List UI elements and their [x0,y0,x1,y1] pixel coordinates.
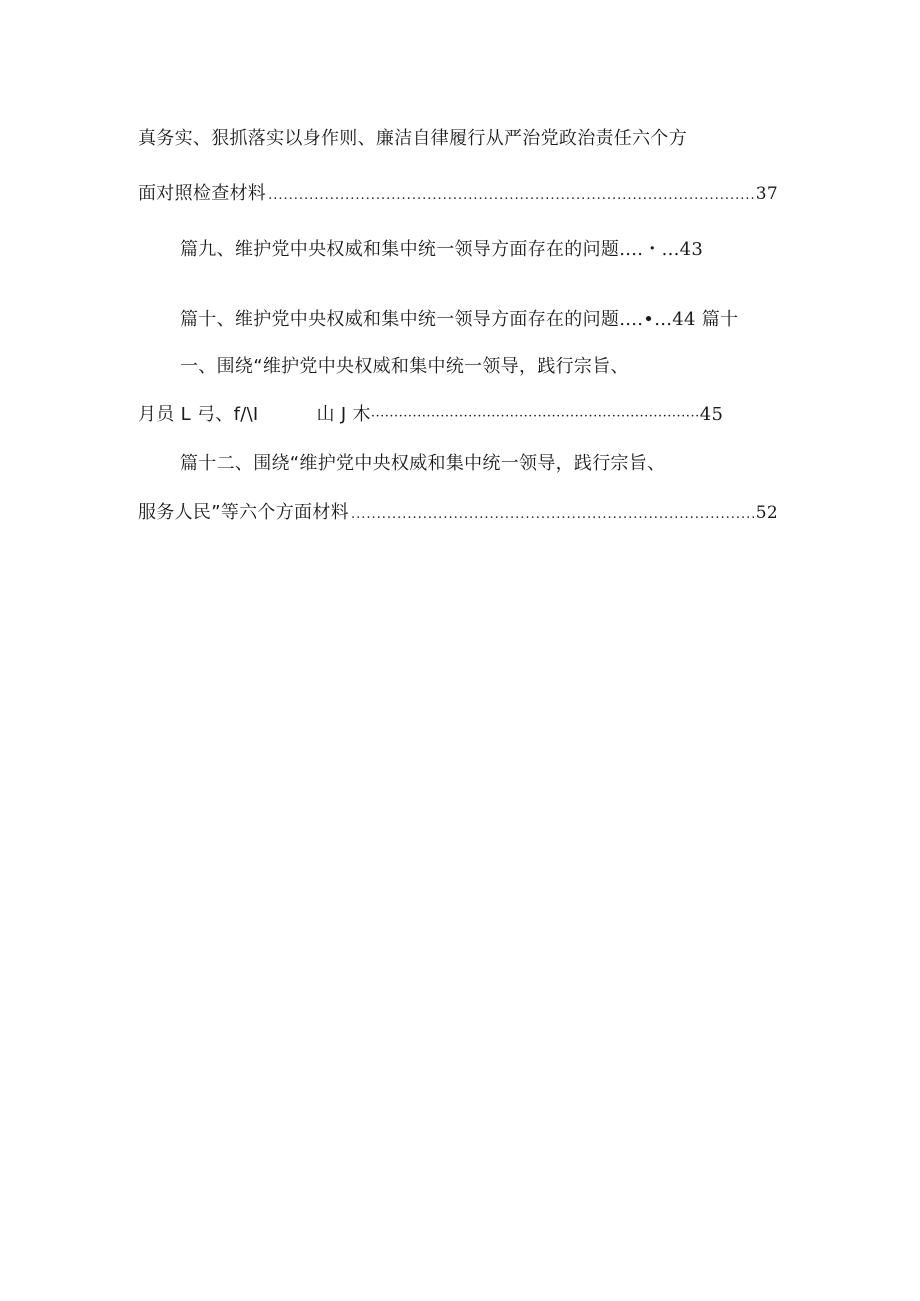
toc-dot-leader [268,181,754,209]
toc-entry-12-page: 52 [755,503,778,523]
toc-entry-10-title: 篇十、维护党中央权威和集中统一领导方面存在的问题 [180,309,620,330]
toc-entry-9[interactable] [180,235,778,265]
toc-entry-10-tail: ....•...44 篇十 [619,309,739,330]
toc-entry-12-line-1[interactable] [180,449,778,479]
toc-entry-11-fragment-a: 月员 L 弓、f/\I [138,404,259,425]
toc-entry-9-title: 篇九、维护党中央权威和集中统一领导方面存在的问题 [180,239,620,260]
toc-entry-11-line-1[interactable] [180,352,778,382]
toc-entry-10[interactable] [180,305,778,335]
toc-entry-9-tail: ....・...43 [619,239,704,260]
toc-dot-leader [351,500,754,528]
toc-entry-11-title: 一、围绕“维护党中央权威和集中统一领导，践行宗旨、 [180,356,629,377]
toc-entry-12-title-end: 服务人民”等六个方面材料 [138,502,349,523]
toc-entry-8-text: 真务实、狠抓落实以身作则、廉洁自律履行从严治党政治责任六个方 [138,128,687,149]
toc-entry-11-page: 45 [699,404,724,425]
toc-entry-8-line-2[interactable] [138,179,778,209]
toc-entry-12-line-2[interactable] [138,498,778,528]
toc-entry-12-title: 篇十二、围绕“维护党中央权威和集中统一领导，践行宗旨、 [180,453,666,474]
toc-entry-8-page: 37 [755,184,778,204]
toc-entry-8-line-1 [138,124,778,154]
toc-entry-8-title-end: 面对照检查材料 [138,183,267,204]
toc-entry-11-line-2[interactable] [138,400,738,430]
toc-entry-11-dots: ······································································· [370,409,700,424]
toc-entry-11-fragment-b: 山 J 木 [316,404,371,425]
